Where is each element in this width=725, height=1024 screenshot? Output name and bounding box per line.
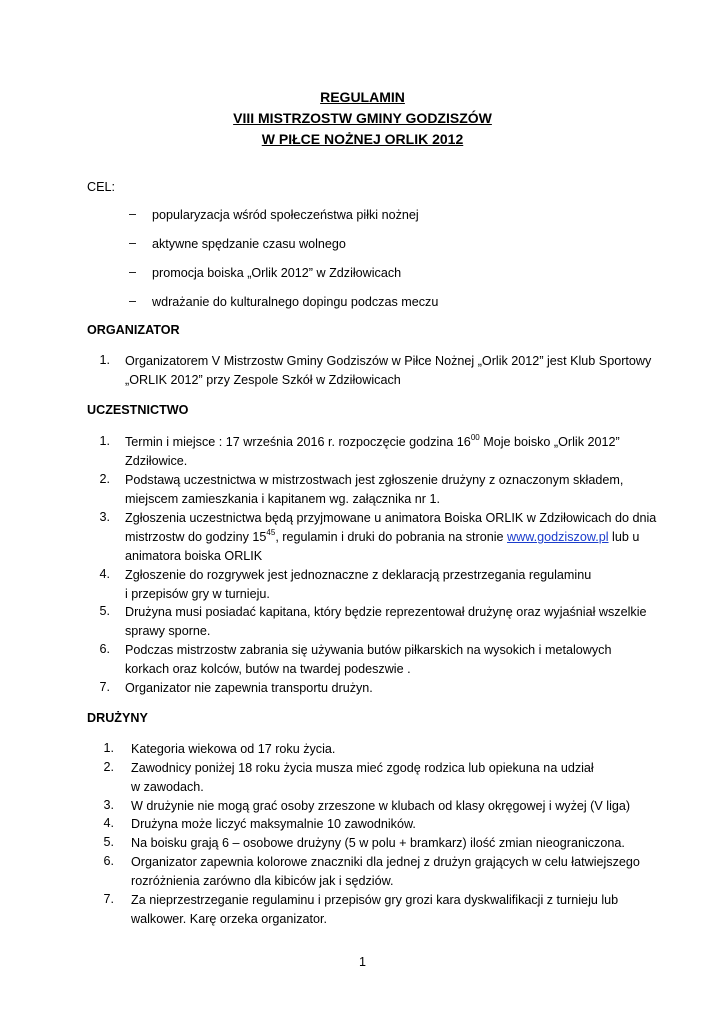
organizator-item-number: 1. [99,353,110,367]
uczestnictwo-number-5: 5. [99,604,110,618]
page-number: 1 [358,955,366,969]
druzyny-item-6-line-1: Organizator zapewnia kolorowe znaczniki dla jednej z drużyn grających w celu łatwiejszego [131,855,640,869]
druzyny-item-7-line-1: Za nieprzestrzeganie regulaminu i przepisów gry grozi kara dyskwalifikacji z turnieju lub [131,893,619,907]
time-superscript: 45 [266,528,276,537]
druzyny-item-4-line-1: Drużyna może liczyć maksymalnie 10 zawodników. [131,817,416,831]
uczestnictwo-item-4-line-2: i przepisów gry w turnieju. [125,587,270,601]
uczestnictwo-item-1-line-2: Zdziłowice. [125,454,188,468]
document-title-line-1: REGULAMIN [320,89,405,105]
organizator-item-line-2: „ORLIK 2012” przy Zespole Szkół w Zdziłowicach [125,373,401,387]
uczestnictwo-item-3-line-3: animatora boiska ORLIK [125,549,263,563]
druzyny-number-4: 4. [103,816,114,830]
document-title-line-3: W PIŁCE NOŻNEJ ORLIK 2012 [261,131,464,147]
uczestnictwo-item-6-line-1: Podczas mistrzostw zabrania się używania butów piłkarskich na wysokich i metalowych [125,643,612,657]
cel-bullet-2: – [129,236,137,250]
cel-bullet-4: – [129,294,137,308]
druzyny-number-1: 1. [103,741,114,755]
druzyny-item-7-line-2: walkower. Karę orzeka organizator. [131,912,328,926]
uczestnictwo-number-2: 2. [99,472,110,486]
druzyny-number-2: 2. [103,760,114,774]
cel-item-2: aktywne spędzanie czasu wolnego [152,237,346,251]
cel-item-4: wdrażanie do kulturalnego dopingu podczas meczu [152,295,439,309]
cel-bullet-1: – [129,207,137,221]
uczestnictwo-item-2-line-2: miejscem zamieszkania i kapitanem wg. załącznika nr 1. [125,492,440,506]
druzyny-item-5-line-1: Na boisku grają 6 – osobowe drużyny (5 w polu + bramkarz) ilość zmian nieograniczona. [131,836,625,850]
uczestnictwo-item-3-line-2: mistrzostw do godziny $15^{45}$, regulamin i druki do pobrania na stronie www.godziszow.pl lub u [125,528,640,544]
cel-bullet-3: – [129,265,137,279]
document-title-line-2: VIII MISTRZOSTW GMINY GODZISZÓW [233,110,492,126]
organizator-item-line-1: Organizatorem V Mistrzostw Gminy Godziszów w Piłce Nożnej „Orlik 2012” jest Klub Sportowy [125,354,652,368]
druzyny-item-2-line-2: w zawodach. [131,780,204,794]
uczestnictwo-number-3: 3. [99,510,110,524]
uczestnictwo-item-5-line-2: sprawy sporne. [125,624,211,638]
time-superscript: 00 [470,433,480,442]
uczestnictwo-number-4: 4. [99,567,110,581]
druzyny-number-5: 5. [103,835,114,849]
uczestnictwo-heading: UCZESTNICTWO [87,403,189,417]
cel-item-1: popularyzacja wśród społeczeństwa piłki nożnej [152,208,419,222]
website-link[interactable]: www.godziszow.pl [507,530,609,544]
uczestnictwo-item-2-line-1: Podstawą uczestnictwa w mistrzostwach jest zgłoszenie drużyny z oznaczonym składem, [125,473,624,487]
uczestnictwo-item-3-line-1: Zgłoszenia uczestnictwa będą przyjmowane u animatora Boiska ORLIK w Zdziłowicach do dnia [125,511,657,525]
druzyny-number-7: 7. [103,892,114,906]
uczestnictwo-number-7: 7. [99,680,110,694]
cel-item-3: promocja boiska „Orlik 2012” w Zdziłowicach [152,266,402,280]
uczestnictwo-item-6-line-2: korkach oraz kolców, butów na twardej podeszwie . [125,662,411,676]
cel-heading: CEL: [87,180,115,194]
uczestnictwo-item-7-line-1: Organizator nie zapewnia transportu drużyn. [125,681,373,695]
uczestnictwo-number-6: 6. [99,642,110,656]
uczestnictwo-item-4-line-1: Zgłoszenie do rozgrywek jest jednoznaczne z deklaracją przestrzegania regulaminu [125,568,592,582]
uczestnictwo-item-5-line-1: Drużyna musi posiadać kapitana, który będzie reprezentował drużynę oraz wyjaśniał wszelkie [125,605,647,619]
druzyny-number-6: 6. [103,854,114,868]
organizator-heading: ORGANIZATOR [87,323,180,337]
uczestnictwo-number-1: 1. [99,434,110,448]
druzyny-item-3-line-1: W drużynie nie mogą grać osoby zrzeszone w klubach od klasy okręgowej i wyżej (V liga) [131,799,631,813]
druzyny-number-3: 3. [103,798,114,812]
druzyny-item-1-line-1: Kategoria wiekowa od 17 roku życia. [131,742,336,756]
uczestnictwo-item-1-line-1: Termin i miejsce : 17 września 2016 r. rozpoczęcie godzina $16^{00}$ Moje boisko „Orlik 2012” [125,433,620,449]
druzyny-heading: DRUŻYNY [87,711,148,725]
druzyny-item-6-line-2: rozróżnienia zarówno dla kibiców jak i sędziów. [131,874,394,888]
druzyny-item-2-line-1: Zawodnicy poniżej 18 roku życia musza mieć zgodę rodzica lub opiekuna na udział [131,761,594,775]
